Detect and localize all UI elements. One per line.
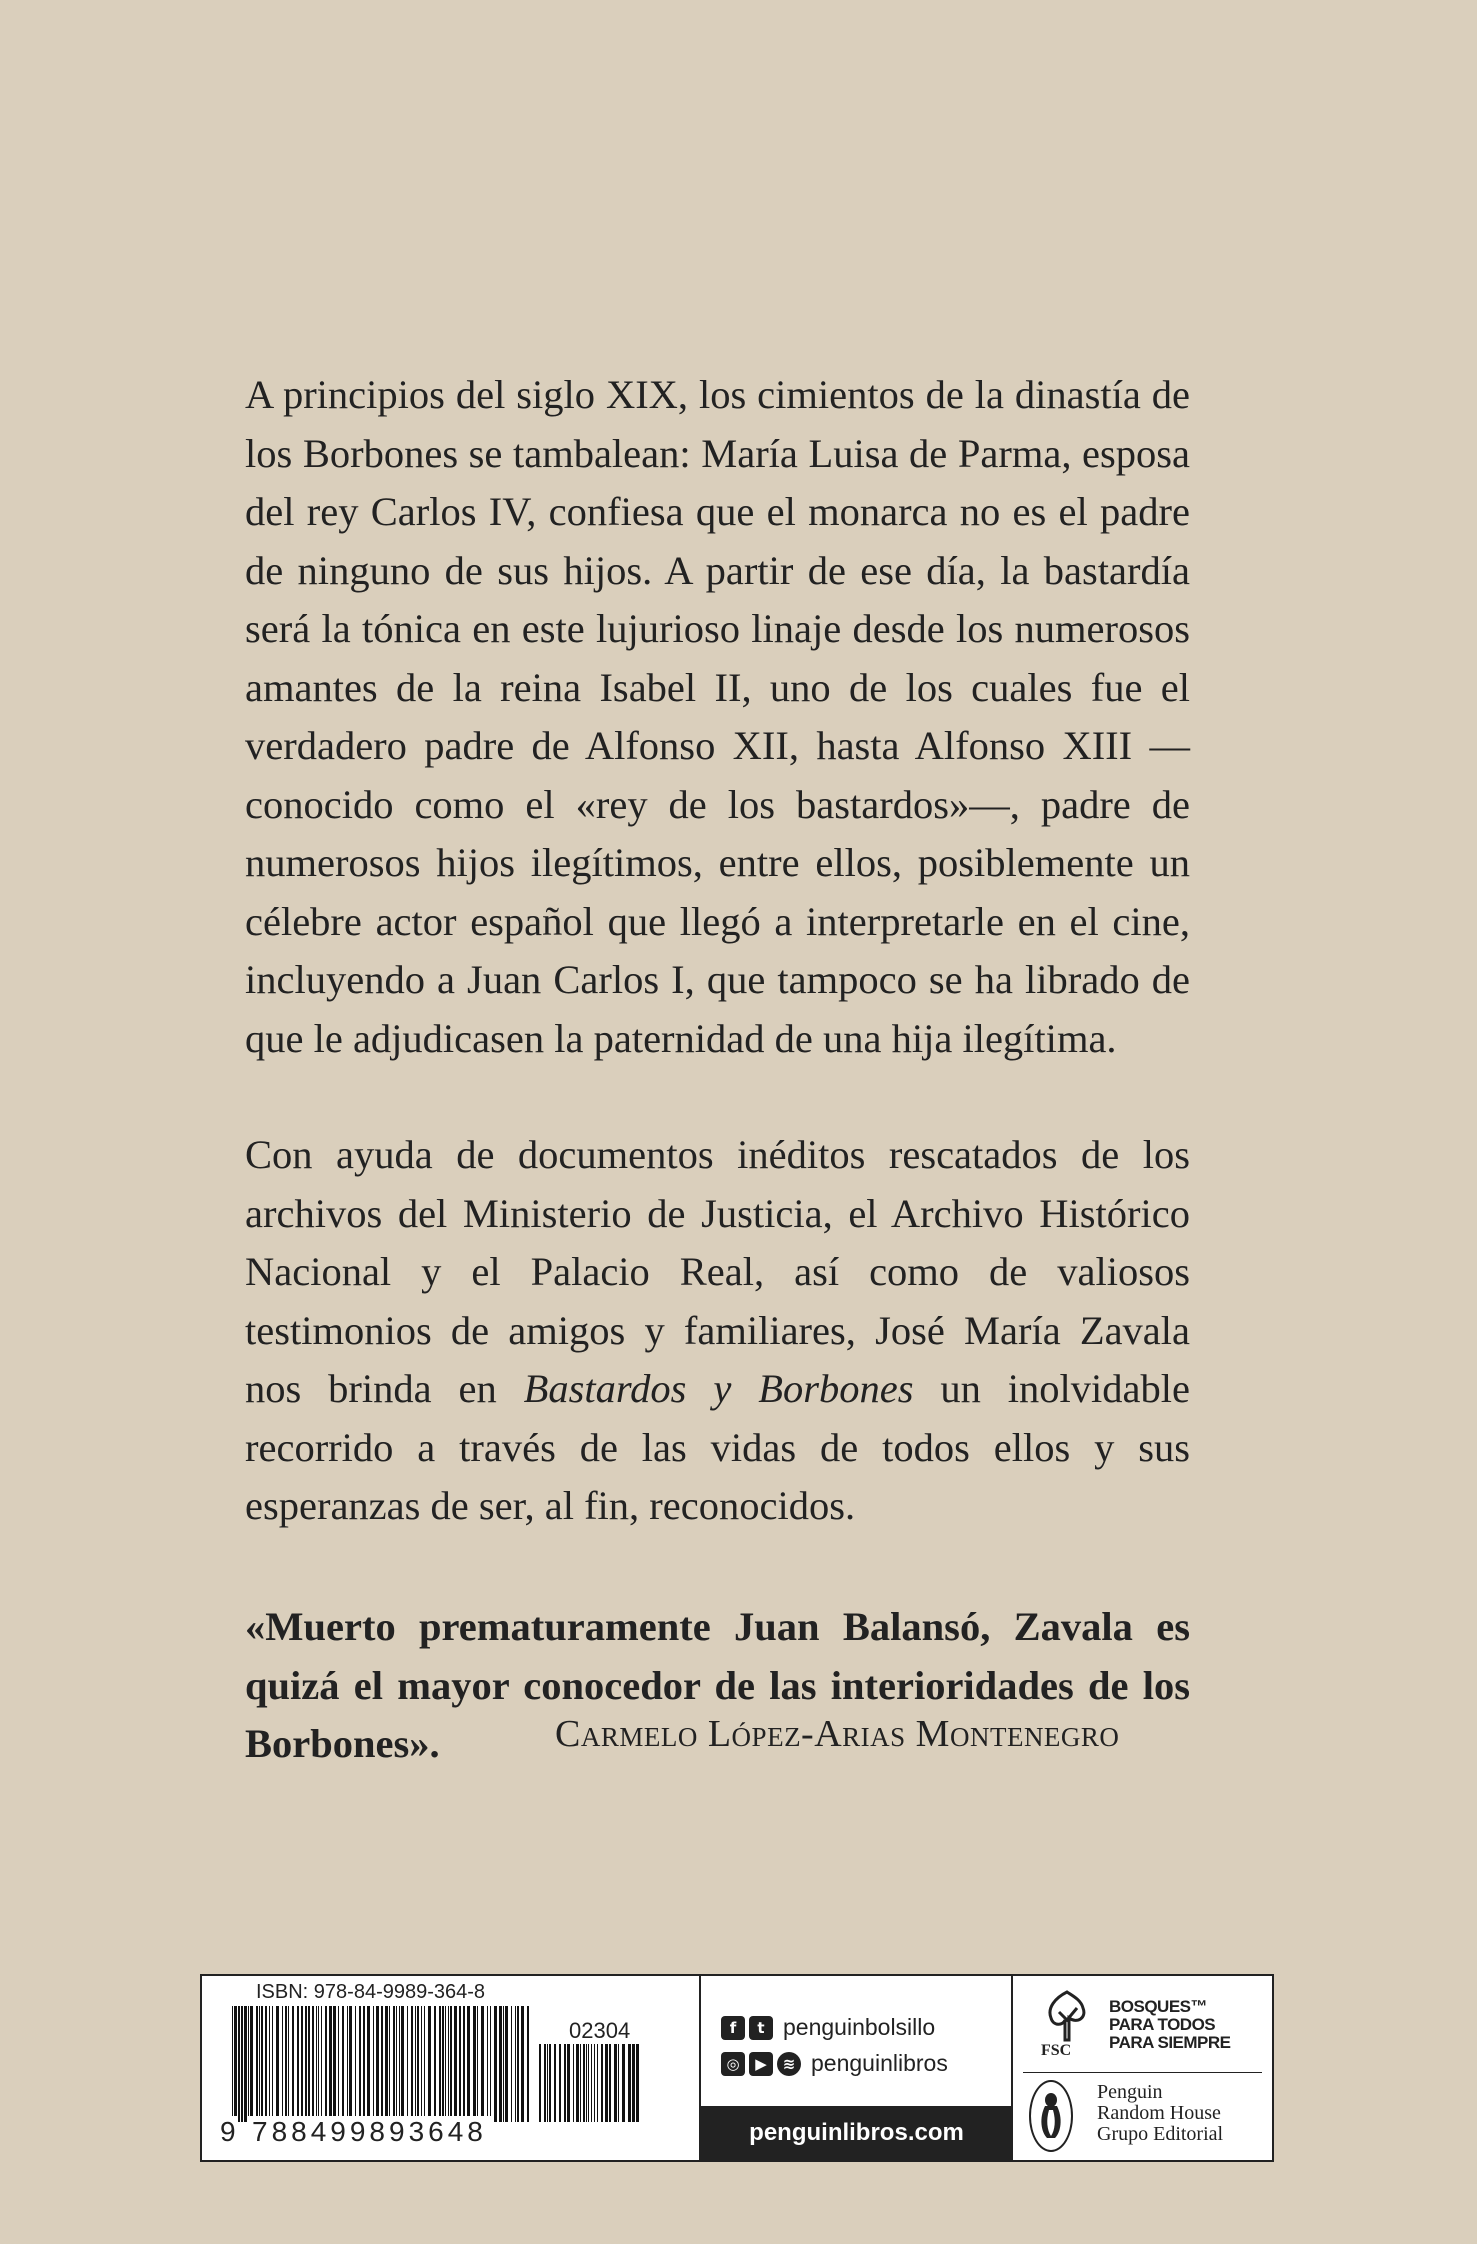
barcode-bar	[325, 2006, 327, 2122]
barcode-bar	[232, 2006, 233, 2122]
barcode-bar	[481, 2006, 484, 2122]
barcode-bar	[505, 2006, 508, 2122]
barcode-bar	[250, 2006, 253, 2122]
barcode-bar	[373, 2006, 374, 2122]
barcode-bar	[244, 2006, 247, 2122]
barcode-info-box	[200, 1974, 1274, 2162]
barcode-bar	[312, 2006, 314, 2122]
barcode-bar	[549, 2044, 551, 2122]
barcode-bar	[417, 2006, 419, 2122]
barcode-bar	[301, 2006, 303, 2122]
spotify-icon[interactable]: ≋	[777, 2052, 801, 2076]
fsc-claim-line: BOSQUES™	[1109, 1997, 1208, 2016]
barcode-bar	[424, 2006, 425, 2122]
barcode-bar	[321, 2006, 322, 2122]
barcode-bar	[445, 2006, 446, 2122]
price-code: 02304	[569, 2018, 631, 2043]
barcode-bar	[389, 2006, 390, 2122]
addon-barcode	[539, 2044, 639, 2122]
barcode-bar	[238, 2006, 240, 2122]
barcode-bar	[288, 2006, 289, 2122]
barcode-bar	[265, 2006, 267, 2122]
barcode-bar	[477, 2006, 478, 2122]
barcode-bar	[559, 2044, 561, 2122]
blurb-paragraph-1: A principios del siglo XIX, los cimientos de la dinastía de los Borbones se tambalean: María Luisa de Parma, esposa del rey Carlos IV, confiesa que el monarca no es el padre de ninguno de sus hijos. A partir de ese día, la bastardía será la tónica en este lujurioso linaje desde los numerosos amantes de la reina Isabel II, uno de los cuales fue el verdadero padre de Alfonso XII, hasta Alfonso XIII —conocido como el «rey de los bastardos»—, padre de numerosos hijos ilegítimos, entre ellos, posiblemente un célebre actor español que llegó a interpretarle en el cine, incluyendo a Juan Carlos I, que tampoco se ha librado de que le adjudicasen la paternidad de una hija ilegítima.	[245, 372, 1190, 1061]
barcode-bar	[609, 2044, 611, 2122]
twitter-icon[interactable]: t	[749, 2016, 773, 2040]
barcode-bar	[573, 2044, 574, 2122]
quote-author: Carmelo López-Arias Montenegro	[555, 1713, 1120, 1755]
barcode-bar	[554, 2044, 556, 2122]
barcode-bar	[248, 2006, 249, 2122]
barcode-bar	[580, 2044, 581, 2122]
publisher-line: Penguin	[1097, 2081, 1163, 2103]
review-quote: «Muerto prematuramente Juan Balansó, Zavala es quizá el mayor conocedor de las interioridades de los Borbones».	[245, 1604, 1190, 1766]
barcode-bar	[503, 2006, 504, 2122]
barcode-bar	[376, 2006, 379, 2122]
social-row-bolsillo	[721, 2014, 935, 2041]
social-handle[interactable]: penguinlibros	[811, 2050, 948, 2076]
blurb-paragraph-2-start: Con ayuda de documentos inéditos rescatados de los archivos del Ministerio de Justicia, el Archivo Histórico Nacional y el Palacio Real, así como de valiosos testimonios de amigos y familiares, José María Zavala nos brinda en	[245, 1132, 1190, 1411]
barcode-bar	[401, 2006, 404, 2122]
barcode-bar	[605, 2044, 608, 2122]
barcode-bar	[329, 2006, 332, 2122]
book-title-italic: Bastardos y Borbones	[523, 1366, 914, 1411]
youtube-icon[interactable]: ▶	[749, 2052, 773, 2076]
barcode-bar	[349, 2006, 352, 2122]
fsc-claim-line: PARA TODOS	[1109, 2015, 1216, 2034]
back-cover-blurb	[245, 366, 1190, 1594]
barcode-bar	[499, 2006, 502, 2122]
barcode-bar	[517, 2006, 519, 2122]
blurb-paragraph-2	[245, 1126, 1190, 1536]
barcode-bar	[241, 2006, 243, 2122]
barcode-bar	[385, 2006, 388, 2122]
barcode-bar	[539, 2044, 541, 2122]
barcode-bar	[527, 2006, 529, 2122]
barcode-bar	[393, 2006, 395, 2122]
fsc-tree-icon	[1037, 1988, 1097, 2044]
barcode-bar	[333, 2006, 336, 2122]
barcode-cell	[202, 1976, 698, 2160]
publisher-line: Random House	[1097, 2102, 1221, 2124]
barcode-bar	[342, 2006, 344, 2122]
barcode-bar	[442, 2006, 444, 2122]
fsc-claim-line: PARA SIEMPRE	[1109, 2033, 1231, 2052]
barcode-bar	[434, 2006, 436, 2122]
facebook-icon[interactable]: f	[721, 2016, 745, 2040]
barcode-bar	[305, 2006, 307, 2122]
barcode-bar	[355, 2006, 356, 2122]
barcode-bar	[276, 2006, 279, 2122]
barcode-bar	[448, 2006, 449, 2122]
ean-barcode	[232, 2006, 532, 2122]
logo-divider	[1023, 2072, 1262, 2073]
barcode-bar	[450, 2006, 452, 2122]
barcode-bar	[487, 2006, 488, 2122]
barcode-bar	[544, 2044, 546, 2122]
barcode-bar	[411, 2006, 413, 2122]
barcode-bar	[459, 2006, 461, 2122]
barcode-bar	[285, 2006, 287, 2122]
barcode-bar	[367, 2006, 370, 2122]
fsc-label: FSC	[1041, 2042, 1072, 2059]
barcode-bar	[490, 2006, 491, 2122]
ean-first-digit: 9	[220, 2116, 237, 2147]
barcode-bar	[428, 2006, 431, 2122]
barcode-bar	[256, 2006, 258, 2122]
barcode-bar	[282, 2006, 283, 2122]
barcode-bar	[318, 2006, 319, 2122]
barcode-bar	[297, 2006, 299, 2122]
barcode-bar	[591, 2044, 592, 2122]
barcode-bar	[399, 2006, 400, 2122]
barcode-bar	[547, 2044, 548, 2122]
logos-cell	[1011, 1976, 1272, 2160]
publisher-line: Grupo Editorial	[1097, 2123, 1224, 2145]
barcode-bar	[622, 2044, 625, 2122]
barcode-bar	[308, 2006, 310, 2122]
barcode-bar	[494, 2006, 497, 2122]
barcode-bar	[467, 2006, 470, 2122]
barcode-bar	[359, 2006, 361, 2122]
social-row-libros	[721, 2050, 948, 2077]
barcode-bar	[396, 2006, 397, 2122]
social-handle[interactable]: penguinbolsillo	[783, 2014, 936, 2040]
barcode-bar	[463, 2006, 465, 2122]
barcode-bar	[594, 2044, 595, 2122]
blurb-paragraph-2-end: un inolvidable recorrido a través de las vidas de todos ellos y sus esperanzas de ser, al fin, reconocidos.	[245, 1366, 1190, 1528]
barcode-bar	[381, 2006, 383, 2122]
barcode-bar	[407, 2006, 408, 2122]
barcode-bar	[511, 2006, 512, 2122]
fsc-claim	[1109, 1998, 1231, 2052]
instagram-icon[interactable]: ◎	[721, 2052, 745, 2076]
barcode-bar	[586, 2044, 587, 2122]
barcode-bar	[234, 2006, 237, 2122]
barcode-bar	[421, 2006, 422, 2122]
barcode-bar	[259, 2006, 260, 2122]
barcode-bar	[583, 2044, 585, 2122]
barcode-bar	[636, 2044, 639, 2122]
barcode-bar	[564, 2044, 566, 2122]
barcode-bar	[261, 2006, 263, 2122]
barcode-bar	[614, 2044, 617, 2122]
barcode-bar	[473, 2006, 476, 2122]
barcode-bar	[601, 2044, 603, 2122]
barcode-bar	[316, 2006, 317, 2122]
publisher-name	[1097, 2082, 1223, 2145]
barcode-bar	[521, 2006, 524, 2122]
barcode-bar	[588, 2044, 589, 2122]
social-cell	[699, 1976, 1012, 2160]
barcode-bar	[269, 2006, 270, 2122]
isbn-text: ISBN: 978-84-9989-364-8	[256, 1981, 486, 2003]
barcode-bar	[515, 2006, 516, 2122]
barcode-bar	[415, 2006, 416, 2122]
barcode-bar	[618, 2044, 619, 2122]
barcode-bar	[628, 2044, 631, 2122]
barcode-bar	[363, 2006, 365, 2122]
ean-digits: 788499893648	[248, 2116, 491, 2148]
barcode-bar	[292, 2006, 294, 2122]
barcode-bar	[347, 2006, 348, 2122]
barcode-bar	[567, 2044, 570, 2122]
website-bar[interactable]: penguinlibros.com	[701, 2106, 1012, 2160]
barcode-bar	[272, 2006, 273, 2122]
penguin-logo-icon	[1029, 2080, 1073, 2152]
barcode-bar	[454, 2006, 457, 2122]
barcode-bar	[632, 2044, 635, 2122]
barcode-bar	[576, 2044, 579, 2122]
barcode-bar	[338, 2006, 339, 2122]
barcode-bar	[597, 2044, 598, 2122]
barcode-bar	[439, 2006, 441, 2122]
